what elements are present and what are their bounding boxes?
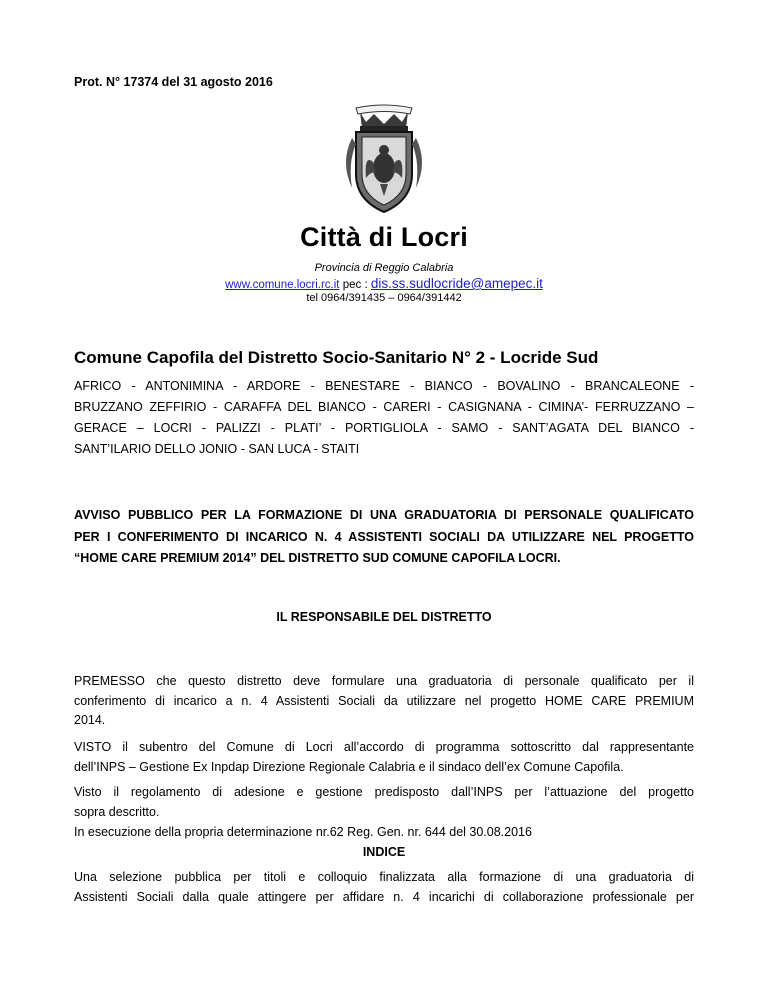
- paragraph-line: Una selezione pubblica per titoli e colloquio finalizzata alla formazione di una graduatoria di: [74, 870, 694, 884]
- pec-label: pec :: [342, 279, 368, 291]
- paragraph-line: In esecuzione della propria determinazione nr.62 Reg. Gen. nr. 644 del 30.08.2016: [74, 825, 532, 839]
- paragraph-line: Visto il regolamento di adesione e gestione predisposto dall’INPS per l’attuazione del progetto: [74, 785, 694, 799]
- protocol-number: Prot. N° 17374 del 31 agosto 2016: [74, 75, 273, 89]
- esecuzione-paragraph: [74, 823, 694, 843]
- paragraph-line: Assistenti Sociali dalla quale attingere per affidare n. 4 incarichi di collaborazione professionale per: [74, 889, 694, 904]
- towns-line: GERACE – LOCRI - PALIZZI - PLATI’ - PORTIGLIOLA - SAMO - SANT’AGATA DEL BIANCO -: [74, 421, 694, 435]
- notice-title-line: AVVISO PUBBLICO PER LA FORMAZIONE DI UNA GRADUATORIA DI PERSONALE QUALIFICATO: [74, 508, 694, 522]
- paragraph-line: 2014.: [74, 713, 106, 727]
- notice-title-line: “HOME CARE PREMIUM 2014” DEL DISTRETTO SUD COMUNE CAPOFILA LOCRI.: [74, 551, 561, 565]
- paragraph-line: conferimento di incarico a n. 4 Assistenti Sociali da utilizzare nel progetto HOME CARE PREMIUM: [74, 693, 694, 708]
- website-link[interactable]: www.comune.locri.rc.it: [225, 279, 340, 291]
- regolamento-paragraph: [74, 783, 694, 822]
- coat-of-arms-image: [326, 104, 442, 220]
- city-title: Città di Locri: [300, 222, 468, 252]
- paragraph-line: dell’INPS – Gestione Ex Inpdap Direzione Regionale Calabria e il sindaco dell’ex Comune Capofila.: [74, 759, 624, 774]
- towns-line: AFRICO - ANTONIMINA - ARDORE - BENESTARE - BIANCO - BOVALINO - BRANCALEONE -: [74, 379, 694, 393]
- pec-email-link[interactable]: dis.ss.sudlocride@amepec.it: [370, 276, 543, 291]
- paragraph-line: VISTO il subentro del Comune di Locri all’accordo di programma sottoscritto dal rappresentante: [74, 740, 694, 754]
- visto-paragraph: [74, 738, 694, 777]
- towns-line: BRUZZANO ZEFFIRIO - CARAFFA DEL BIANCO - CARERI - CASIGNANA - CIMINA’- FERRUZZANO –: [74, 400, 694, 414]
- premesso-paragraph: [74, 672, 694, 731]
- indice-heading: INDICE: [362, 845, 406, 859]
- capofila-heading: Comune Capofila del Distretto Socio-Sanitario N° 2 - Locride Sud: [74, 348, 599, 367]
- paragraph-line: PREMESSO che questo distretto deve formulare una graduatoria di personale qualificato per il: [74, 674, 694, 688]
- province-label: Provincia di Reggio Calabria: [314, 262, 454, 274]
- responsabile-heading: IL RESPONSABILE DEL DISTRETTO: [276, 610, 492, 624]
- selezione-paragraph: [74, 868, 694, 907]
- towns-line: SANT’ILARIO DELLO JONIO - SAN LUCA - STAITI: [74, 442, 360, 456]
- contacts-line: [0, 276, 768, 291]
- notice-title-line: PER I CONFERIMENTO DI INCARICO N. 4 ASSISTENTI SOCIALI DA UTILIZZARE NEL PROGETTO: [74, 529, 694, 544]
- towns-list: [74, 376, 694, 460]
- notice-title: [74, 505, 694, 570]
- paragraph-line: sopra descritto.: [74, 804, 160, 819]
- telephone-line: tel 0964/391435 – 0964/391442: [306, 292, 462, 304]
